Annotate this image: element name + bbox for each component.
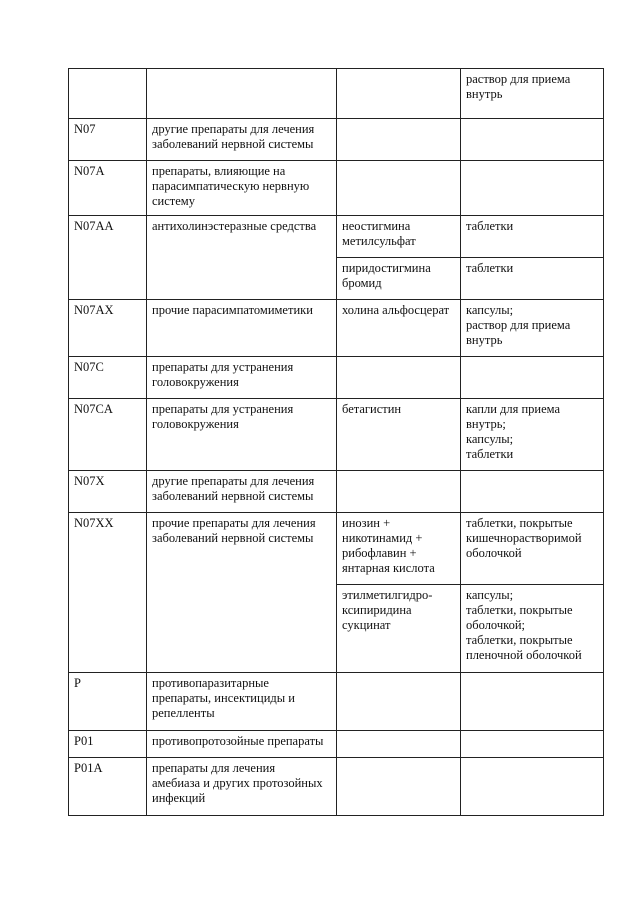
drug-name-cell — [337, 585, 461, 673]
dosage-form-cell — [461, 731, 604, 758]
drug-name-cell — [337, 513, 461, 585]
drug-name-cell — [337, 216, 461, 258]
drug-name-cell — [337, 258, 461, 300]
atc-code: N07X — [74, 474, 105, 488]
dosage-form-cell — [461, 399, 604, 471]
group-name-line: прочие препараты для лечения — [152, 516, 316, 530]
group-name-line: препараты, влияющие на — [152, 164, 286, 178]
dosage-form-line: внутрь — [466, 333, 503, 347]
atc-code: N07C — [74, 360, 104, 374]
drug-name-cell — [337, 69, 461, 119]
dosage-form-line: таблетки — [466, 447, 514, 461]
dosage-form-line: таблетки, покрытые — [466, 633, 573, 647]
dosage-form-cell — [461, 119, 604, 161]
drug-name-cell — [337, 673, 461, 731]
group-name-line: амебиаза и других протозойных — [152, 776, 323, 790]
atc-code-cell — [69, 300, 147, 357]
drug-name-line: неостигмина — [342, 219, 411, 233]
dosage-form-line: пленочной оболочкой — [466, 648, 582, 662]
drug-name-cell — [337, 357, 461, 399]
group-name-cell — [147, 731, 337, 758]
drug-name-line: этилметилгидро- — [342, 588, 433, 602]
atc-code-cell — [69, 119, 147, 161]
drug-name-line: ксипиридина — [342, 603, 412, 617]
group-name-line: головокружения — [152, 375, 239, 389]
dosage-form-line: оболочкой — [466, 546, 522, 560]
drug-name-line: никотинамид + — [342, 531, 423, 545]
atc-code-cell — [69, 161, 147, 216]
group-name-line: противопаразитарные — [152, 676, 269, 690]
dosage-form-cell — [461, 471, 604, 513]
atc-code-cell — [69, 216, 147, 300]
atc-code-cell — [69, 673, 147, 731]
dosage-form-line: таблетки — [466, 219, 514, 233]
atc-code-cell — [69, 357, 147, 399]
atc-code: P01 — [74, 734, 94, 748]
dosage-form-line: таблетки, покрытые — [466, 516, 573, 530]
drug-classification-table — [68, 68, 604, 816]
drug-name-line: холина альфосцерат — [342, 303, 450, 317]
drug-name-cell — [337, 119, 461, 161]
drug-name-line: сукцинат — [342, 618, 391, 632]
group-name-cell — [147, 69, 337, 119]
drug-name-cell — [337, 399, 461, 471]
atc-code-cell — [69, 399, 147, 471]
group-name-line: заболеваний нервной системы — [152, 531, 314, 545]
group-name-line: систему — [152, 194, 195, 208]
drug-name-line: бетагистин — [342, 402, 402, 416]
group-name-cell — [147, 471, 337, 513]
group-name-cell — [147, 300, 337, 357]
dosage-form-line: капли для приема — [466, 402, 561, 416]
group-name-cell — [147, 399, 337, 471]
atc-code: P — [74, 676, 81, 690]
atc-code: N07 — [74, 122, 96, 136]
table-row — [69, 731, 604, 758]
group-name-line: препараты для устранения — [152, 402, 294, 416]
drug-name-line: рибофлавин + — [342, 546, 417, 560]
dosage-form-cell — [461, 300, 604, 357]
group-name-line: репелленты — [152, 706, 215, 720]
group-name-cell — [147, 119, 337, 161]
drug-name-cell — [337, 731, 461, 758]
group-name-line: прочие парасимпатомиметики — [152, 303, 313, 317]
atc-code-cell — [69, 513, 147, 673]
dosage-form-line: капсулы; — [466, 432, 514, 446]
drug-name-line: пиридостигмина — [342, 261, 431, 275]
table-body — [69, 69, 604, 816]
group-name-line: другие препараты для лечения — [152, 474, 315, 488]
atc-code-cell — [69, 471, 147, 513]
group-name-cell — [147, 513, 337, 673]
atc-code: N07CA — [74, 402, 113, 416]
table-row — [69, 673, 604, 731]
dosage-form-line: раствор для приема — [466, 318, 571, 332]
group-name-cell — [147, 673, 337, 731]
drug-name-cell — [337, 758, 461, 816]
dosage-form-line: кишечнорастворимой — [466, 531, 582, 545]
atc-code: N07AA — [74, 219, 114, 233]
table-row — [69, 471, 604, 513]
group-name-line: заболеваний нервной системы — [152, 489, 314, 503]
dosage-form-line: внутрь; — [466, 417, 506, 431]
group-name-line: парасимпатическую нервную — [152, 179, 310, 193]
dosage-form-line: внутрь — [466, 87, 503, 101]
table-row — [69, 513, 604, 585]
dosage-form-cell — [461, 585, 604, 673]
dosage-form-cell — [461, 357, 604, 399]
dosage-form-line: раствор для приема — [466, 72, 571, 86]
table-row — [69, 161, 604, 216]
group-name-line: антихолинэстеразные средства — [152, 219, 317, 233]
drug-name-line: инозин + — [342, 516, 391, 530]
atc-code-cell — [69, 758, 147, 816]
drug-name-line: бромид — [342, 276, 382, 290]
group-name-line: инфекций — [152, 791, 206, 805]
table-row — [69, 119, 604, 161]
table-row — [69, 357, 604, 399]
dosage-form-cell — [461, 673, 604, 731]
table-row — [69, 69, 604, 119]
atc-code: N07A — [74, 164, 105, 178]
table-row — [69, 216, 604, 258]
group-name-cell — [147, 758, 337, 816]
dosage-form-cell — [461, 69, 604, 119]
group-name-line: заболеваний нервной системы — [152, 137, 314, 151]
dosage-form-line: капсулы; — [466, 588, 514, 602]
dosage-form-cell — [461, 513, 604, 585]
group-name-cell — [147, 357, 337, 399]
atc-code: N07AX — [74, 303, 114, 317]
dosage-form-line: капсулы; — [466, 303, 514, 317]
dosage-form-cell — [461, 758, 604, 816]
drug-name-cell — [337, 161, 461, 216]
dosage-form-cell — [461, 216, 604, 258]
dosage-form-line: оболочкой; — [466, 618, 525, 632]
dosage-form-line: таблетки — [466, 261, 514, 275]
group-name-line: головокружения — [152, 417, 239, 431]
drug-name-line: метилсульфат — [342, 234, 416, 248]
atc-code-cell — [69, 731, 147, 758]
drug-name-cell — [337, 471, 461, 513]
table-row — [69, 300, 604, 357]
atc-code: P01A — [74, 761, 103, 775]
group-name-line: препараты, инсектициды и — [152, 691, 295, 705]
group-name-line: препараты для лечения — [152, 761, 276, 775]
group-name-line: препараты для устранения — [152, 360, 294, 374]
drug-name-line: янтарная кислота — [342, 561, 435, 575]
group-name-line: противопротозойные препараты — [152, 734, 324, 748]
group-name-cell — [147, 161, 337, 216]
drug-name-cell — [337, 300, 461, 357]
atc-code-cell — [69, 69, 147, 119]
table-row — [69, 758, 604, 816]
table-row — [69, 399, 604, 471]
group-name-line: другие препараты для лечения — [152, 122, 315, 136]
dosage-form-line: таблетки, покрытые — [466, 603, 573, 617]
group-name-cell — [147, 216, 337, 300]
dosage-form-cell — [461, 161, 604, 216]
dosage-form-cell — [461, 258, 604, 300]
atc-code: N07XX — [74, 516, 114, 530]
